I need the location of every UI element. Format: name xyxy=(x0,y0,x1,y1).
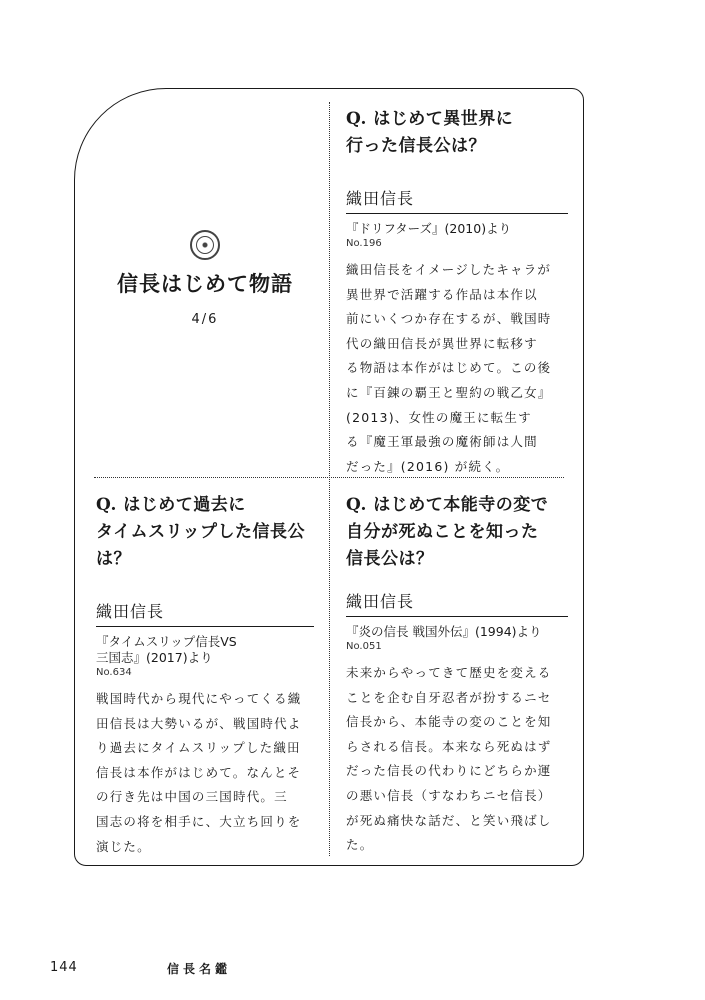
source: 『炎の信長 戦国外伝』(1994)より xyxy=(346,624,542,639)
qa-block-1 xyxy=(346,106,568,479)
question: Q. はじめて異世界に 行った信長公は？ xyxy=(346,109,514,156)
page-number: 144 xyxy=(50,960,78,975)
answer: 織田信長 xyxy=(346,589,568,617)
book-title: 信長名鑑 xyxy=(167,962,232,976)
section-title: 信長はじめて物語 xyxy=(117,272,293,296)
answer: 織田信長 xyxy=(96,599,314,627)
section-count: 4/6 xyxy=(191,312,219,327)
source: 『ドリフターズ』(2010)より xyxy=(346,221,512,236)
qa-block-2 xyxy=(96,492,314,859)
entry-number: No.634 xyxy=(96,667,132,678)
answer: 織田信長 xyxy=(346,186,568,214)
family-crest-icon xyxy=(190,230,220,260)
vertical-divider xyxy=(329,102,330,856)
title-block xyxy=(94,230,316,327)
qa-block-3 xyxy=(346,492,568,858)
entry-number: No.196 xyxy=(346,238,382,249)
body-text: 未来からやってきて歴史を変える ことを企む自牙忍者が扮するニセ 信長から、本能寺の変のことを知 らされる信長。本来なら死ぬはず だった信長の代わりにどちらか運 の悪い信長（すなわちニセ信長） が死ぬ痛快な話だ、と笑い飛ばし た。 xyxy=(346,665,552,853)
body-text: 戦国時代から現代にやってくる織 田信長は大勢いるが、戦国時代よ り過去にタイムスリップした織田 信長は本作がはじめて。なんとそ の行き先は中国の三国時代。三 国志の将を相手に、大立ち回りを 演じた。 xyxy=(96,691,302,854)
source: 『タイムスリップ信長VS 三国志』(2017)より xyxy=(96,634,237,665)
question: Q. はじめて本能寺の変で 自分が死ぬことを知った 信長公は？ xyxy=(346,495,549,569)
entry-number: No.051 xyxy=(346,641,382,652)
body-text: 織田信長をイメージしたキャラが 異世界で活躍する作品は本作以 前にいくつか存在するが、戦国時 代の織田信長が異世界に転移す る物語は本作がはじめて。この後 に『百錬の覇王と聖約の戦乙女』 (2013)、女性の魔王に転生す る『魔王軍最強の魔術師は人間 だった』(2016) が続く。 xyxy=(346,262,552,474)
question: Q. はじめて過去に タイムスリップした信長公は？ xyxy=(96,495,305,569)
